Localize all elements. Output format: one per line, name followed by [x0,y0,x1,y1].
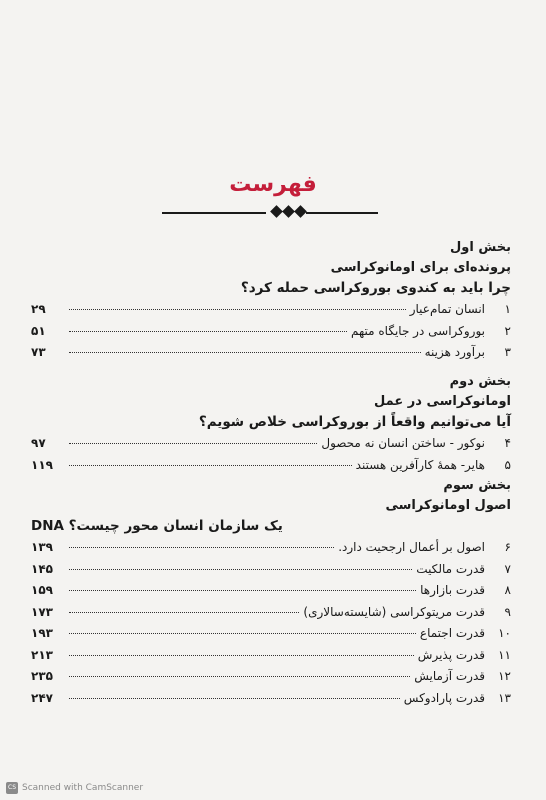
entry-page: ۹۷ [31,436,46,450]
title-ornament [0,204,546,222]
entry-number: ۹ [504,604,511,619]
ornament-diamond [282,205,295,218]
section-question: چرا باید به کندوی بوروکراسی حمله کرد؟ [240,280,511,296]
entry-label: بوروکراسی در جایگاه متهم [351,323,485,338]
section-question: آیا می‌توانیم واقعاً از بوروکراسی خلاص شویم؟ [198,414,511,430]
entry-page: ۱۳۹ [31,540,53,554]
scanner-watermark [6,782,143,794]
ornament-diamond [294,205,307,218]
entry-number: ۸ [504,583,511,597]
toc-entry[interactable] [31,302,511,324]
entry-number: ۲ [504,323,511,338]
toc-entry[interactable] [31,669,511,691]
entry-page: ۱۱۹ [31,457,53,472]
dot-leader [69,352,421,353]
entry-number: ۵ [504,457,511,472]
entry-page: ۱۴۵ [31,561,53,576]
entry-number: ۶ [504,540,511,554]
dot-leader [69,655,414,656]
toc-entry[interactable] [31,626,511,648]
dot-leader [69,633,416,634]
entry-page: ۱۹۳ [31,626,53,640]
toc-entry[interactable] [31,605,511,627]
ornament-line-left [162,212,266,214]
section-question: DNA یک سازمان انسان محور چیست؟ [31,518,283,534]
toc-entry[interactable] [31,324,511,346]
entry-page: ۲۱۳ [31,647,53,662]
entry-number: ۱ [504,302,511,316]
entry-number: ۳ [504,345,511,359]
entry-label: قدرت اجتماع [419,626,485,640]
toc-entry[interactable] [31,436,511,458]
toc-entry[interactable] [31,583,511,605]
section-2 [31,372,511,479]
toc-entry[interactable] [31,540,511,562]
camscanner-logo-icon: CS [6,782,18,794]
toc-entry[interactable] [31,648,511,670]
dot-leader [69,443,317,444]
section-title: بخش اول [450,240,511,255]
entry-label: انسان تمام‌عیار [409,302,485,316]
entry-label: نوکور - ساختن انسان نه محصول [321,436,485,450]
dot-leader [69,590,416,591]
dot-leader [69,612,299,613]
ornament-line-right [306,212,378,214]
section-subtitle: اومانوکراسی در عمل [374,394,511,409]
entry-number: ۱۳ [498,690,511,705]
entry-number: ۱۰ [498,626,511,640]
entry-label: قدرت مالکیت [416,561,485,576]
ornament-diamond [270,205,283,218]
dot-leader [69,331,347,332]
entry-page: ۷۳ [31,345,46,359]
dot-leader [69,698,400,699]
entry-label: قدرت مریتوکراسی (شایسته‌سالاری) [303,604,485,619]
dot-leader [69,465,352,466]
toc-entry[interactable] [31,345,511,367]
entry-number: ۴ [504,436,511,450]
entry-number: ۷ [504,561,511,576]
dot-leader [69,547,334,548]
entry-label: قدرت بازارها [420,583,485,597]
entry-label: قدرت پارادوکس [403,690,485,705]
entry-number: ۱۱ [498,647,511,662]
section-3 [31,476,511,712]
watermark-text: Scanned with CamScanner [22,783,144,793]
dot-leader [69,569,412,570]
entry-page: ۱۷۳ [31,604,53,619]
section-subtitle: پرونده‌ای برای اومانوکراسی [330,260,511,275]
entry-page: ۲۳۵ [31,669,53,683]
toc-entry[interactable] [31,562,511,584]
entry-page: ۵۱ [31,323,46,338]
entry-label: قدرت آزمایش [414,669,485,683]
entry-page: ۱۵۹ [31,583,53,597]
page-title: فهرست [229,172,317,197]
dot-leader [69,676,410,677]
section-1 [31,238,511,367]
section-title: بخش سوم [443,478,511,493]
entry-number: ۱۲ [498,669,511,683]
entry-label: قدرت پذیرش [417,647,485,662]
entry-label: هایر- همهٔ کارآفرین هستند [355,457,485,472]
section-title: بخش دوم [449,374,511,389]
entry-page: ۲۹ [31,302,46,316]
entry-label: برآورد هزینه [424,345,485,359]
entry-label: اصول بر أعمال ارجحیت دارد. [338,540,485,554]
entry-page: ۲۴۷ [31,690,53,705]
toc-entry[interactable] [31,691,511,713]
dot-leader [69,309,406,310]
section-subtitle: اصول اومانوکراسی [385,498,511,513]
